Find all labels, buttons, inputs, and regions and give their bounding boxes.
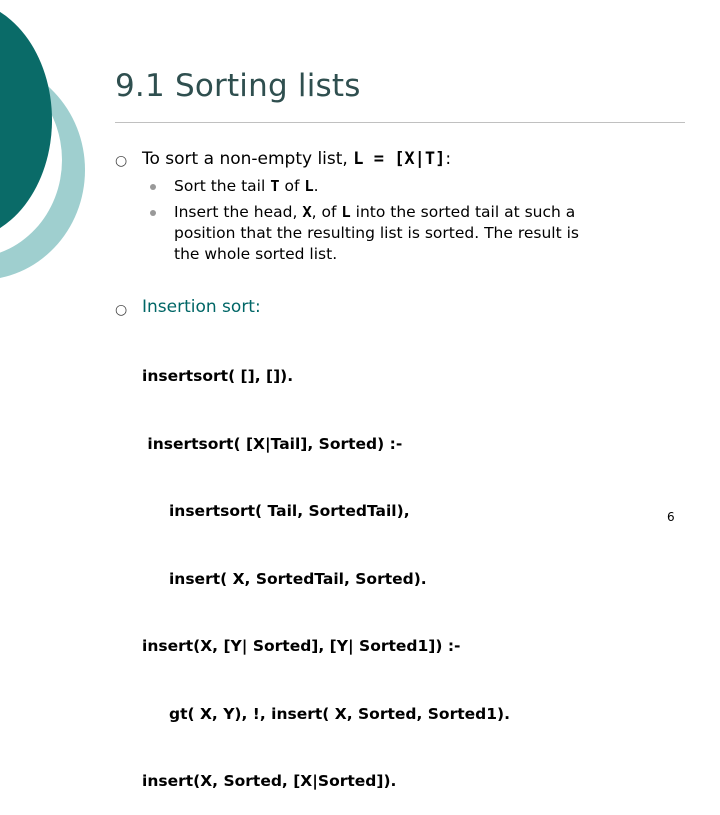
code-fragment: T [270, 177, 280, 195]
text-fragment: Insert the head, [174, 203, 303, 221]
text-fragment: into the sorted tail at such a [350, 203, 576, 221]
bullet-sort-nonempty [142, 149, 451, 169]
sub-bullet-insert-head [174, 202, 674, 265]
bullet-suffix: : [445, 149, 452, 169]
text-fragment: , of [311, 203, 342, 221]
text-fragment: . [313, 177, 319, 195]
sub-bullet-dot-icon [150, 210, 156, 216]
code-line: insertsort( [X|Tail], Sorted) :- [142, 434, 403, 453]
bullet-prefix: To sort a non-empty list, [142, 149, 354, 169]
code-fragment: L [341, 203, 351, 221]
decorative-circles [0, 0, 90, 300]
sub-bullet-sort-tail [174, 176, 319, 197]
code-line: insert(X, [Y| Sorted], [Y| Sorted1]) :- [142, 637, 461, 655]
code-line: insertsort( Tail, SortedTail), [142, 502, 410, 520]
code-line: insertsort( [], []). [142, 367, 294, 385]
text-line [174, 202, 674, 223]
code-line: insert( X, SortedTail, Sorted). [142, 569, 427, 588]
hollow-circle-bullet-icon: ○ [115, 153, 128, 169]
insertion-sort-heading: Insertion sort: [142, 297, 261, 317]
text-line: position that the resulting list is sorted. The result is [174, 224, 579, 242]
page-number: 6 [667, 510, 675, 524]
hollow-circle-bullet-icon: ○ [115, 302, 128, 318]
code-line: insert(X, Sorted, [X|Sorted]). [142, 772, 397, 790]
list-pattern-code: L = [X|T] [353, 149, 446, 169]
slide-title: 9.1 Sorting lists [115, 68, 361, 104]
text-fragment: of [279, 177, 305, 195]
code-fragment: L [304, 177, 314, 195]
code-line: gt( X, Y), !, insert( X, Sorted, Sorted1). [142, 704, 510, 723]
sub-bullet-dot-icon [150, 184, 156, 190]
text-fragment: Sort the tail [174, 177, 271, 195]
title-divider [115, 122, 685, 123]
text-line: the whole sorted list. [174, 245, 338, 263]
code-fragment: X [302, 203, 312, 221]
insertion-sort-code [142, 320, 510, 815]
